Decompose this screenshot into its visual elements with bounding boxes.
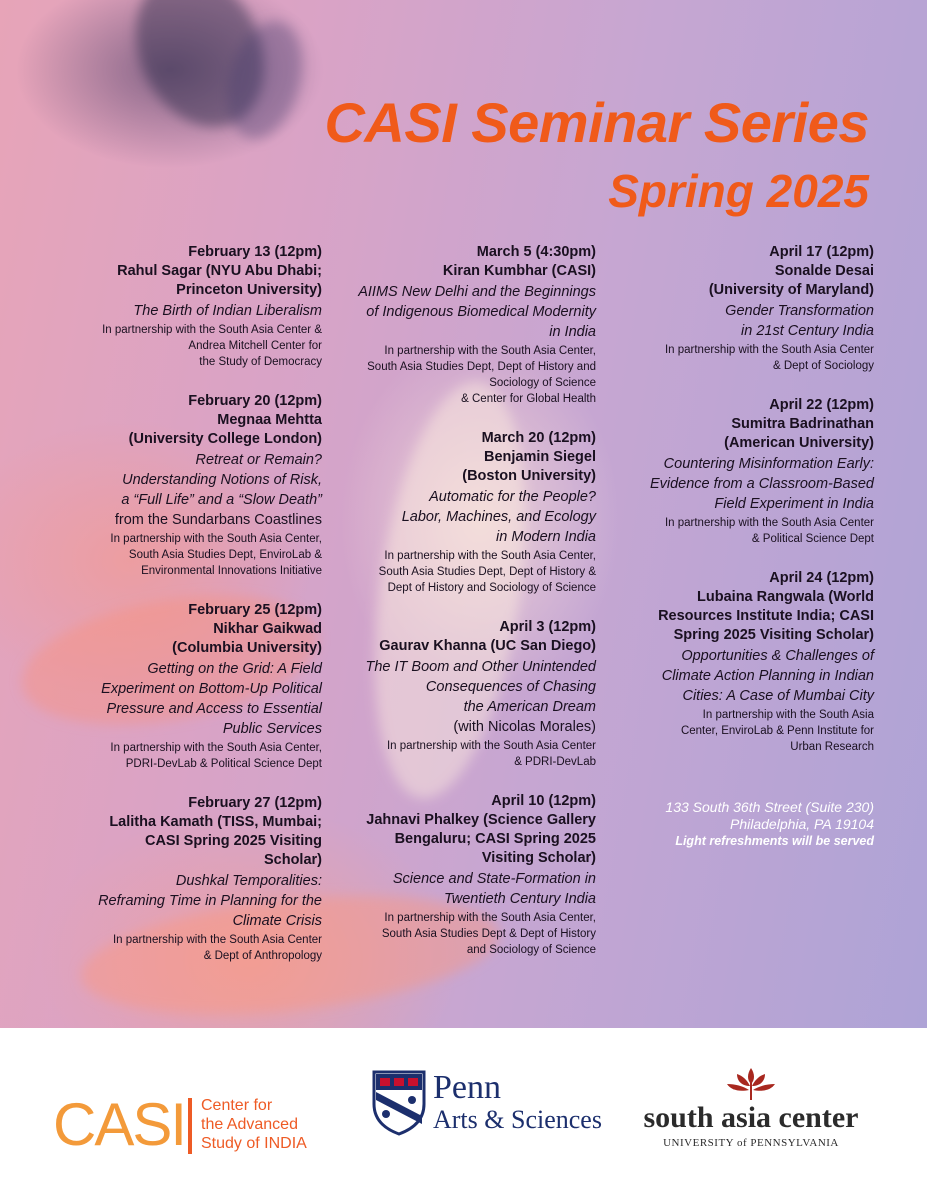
event-speaker: Rahul Sagar (NYU Abu Dhabi; bbox=[117, 263, 322, 279]
event-partner-line: In partnership with the South Asia Center, bbox=[384, 912, 596, 924]
event-title-line: Getting on the Grid: A Field bbox=[147, 661, 322, 677]
event-partners bbox=[62, 322, 322, 370]
page-subtitle: Spring 2025 bbox=[608, 165, 869, 217]
event-partners bbox=[336, 910, 596, 958]
event-partners bbox=[612, 707, 874, 755]
penn-shield-icon bbox=[372, 1070, 426, 1136]
event-partner-line: Environmental Innovations Initiative bbox=[141, 565, 322, 577]
event-speaker: Megnaa Mehtta bbox=[217, 412, 322, 428]
page-title: CASI Seminar Series bbox=[324, 91, 869, 154]
event-title bbox=[62, 301, 322, 321]
event-item bbox=[336, 792, 596, 958]
event-date: February 20 (12pm) bbox=[188, 393, 322, 409]
event-title-line: Public Services bbox=[222, 721, 322, 737]
event-partner-line: In partnership with the South Asia Center bbox=[664, 344, 874, 356]
event-title-line: Gender Transformation bbox=[725, 303, 874, 319]
event-title-line: Twentieth Century India bbox=[443, 891, 596, 907]
event-partner-line: Urban Research bbox=[790, 741, 874, 753]
event-title-line: The Birth of Indian Liberalism bbox=[133, 303, 322, 319]
event-item bbox=[336, 618, 596, 770]
event-partners bbox=[612, 342, 874, 374]
event-partners bbox=[336, 738, 596, 770]
event-title-line: Field Experiment in India bbox=[714, 496, 874, 512]
event-date: April 24 (12pm) bbox=[769, 570, 874, 586]
event-speaker: Sumitra Badrinathan bbox=[731, 416, 874, 432]
event-speaker: Gaurav Khanna (UC San Diego) bbox=[379, 638, 596, 654]
event-speaker: Lalitha Kamath (TISS, Mumbai; bbox=[109, 814, 322, 830]
event-speaker: Jahnavi Phalkey (Science Gallery bbox=[366, 812, 596, 828]
event-partners bbox=[62, 531, 322, 579]
event-title-line: Climate Action Planning in Indian bbox=[661, 668, 874, 684]
event-date: April 10 (12pm) bbox=[491, 793, 596, 809]
event-title bbox=[612, 301, 874, 341]
event-column-3 bbox=[612, 243, 874, 850]
event-title-line: in Modern India bbox=[496, 529, 596, 545]
event-date: February 27 (12pm) bbox=[188, 795, 322, 811]
event-speaker: Resources Institute India; CASI bbox=[658, 608, 874, 624]
event-item bbox=[612, 243, 874, 374]
casi-logo-name: Center for the Advanced Study of INDIA bbox=[201, 1097, 307, 1152]
event-partner-line: Dept of History and Sociology of Science bbox=[387, 582, 596, 594]
event-title-line: in India bbox=[549, 324, 596, 340]
event-item bbox=[62, 601, 322, 772]
event-title-line: Evidence from a Classroom-Based bbox=[649, 476, 874, 492]
event-partners bbox=[336, 548, 596, 596]
event-title-line: Dushkal Temporalities: bbox=[175, 873, 322, 889]
event-title-line: Experiment on Bottom-Up Political bbox=[101, 681, 322, 697]
event-date: April 17 (12pm) bbox=[769, 244, 874, 260]
event-column-1 bbox=[62, 243, 322, 986]
sac-logo-name: south asia center bbox=[643, 1101, 859, 1134]
event-title bbox=[62, 871, 322, 931]
event-title-line: in 21st Century India bbox=[741, 323, 874, 339]
event-title bbox=[612, 454, 874, 514]
event-title-line: Consequences of Chasing bbox=[425, 679, 596, 695]
event-speaker: Bengaluru; CASI Spring 2025 bbox=[394, 831, 596, 847]
event-partner-line: PDRI-DevLab & Political Science Dept bbox=[125, 758, 322, 770]
event-speaker: Visiting Scholar) bbox=[481, 850, 596, 866]
event-column-2 bbox=[336, 243, 596, 980]
event-date: March 20 (12pm) bbox=[481, 430, 596, 446]
event-partner-line: South Asia Studies Dept, Dept of History & bbox=[378, 566, 596, 578]
event-partner-line: In partnership with the South Asia Center bbox=[664, 517, 874, 529]
event-item bbox=[62, 243, 322, 370]
event-partner-line: Sociology of Science bbox=[489, 377, 596, 389]
event-partners bbox=[336, 343, 596, 407]
event-title bbox=[336, 282, 596, 342]
event-speaker: Princeton University) bbox=[176, 282, 322, 298]
event-date: March 5 (4:30pm) bbox=[476, 244, 596, 260]
event-subtitle: from the Sundarbans Coastlines bbox=[114, 512, 322, 528]
event-partners bbox=[62, 932, 322, 964]
event-speaker: (Boston University) bbox=[462, 468, 596, 484]
event-speaker: Scholar) bbox=[263, 852, 322, 868]
event-speaker: Spring 2025 Visiting Scholar) bbox=[673, 627, 874, 643]
south-asia-center-logo bbox=[625, 1066, 877, 1162]
event-partner-line: & Center for Global Health bbox=[461, 393, 596, 405]
event-item bbox=[336, 243, 596, 407]
event-partner-line: South Asia Studies Dept & Dept of History bbox=[381, 928, 596, 940]
event-title-line: Science and State-Formation in bbox=[392, 871, 596, 887]
event-partner-line: & Political Science Dept bbox=[751, 533, 874, 545]
event-item bbox=[62, 392, 322, 579]
venue-city: Philadelphia, PA 19104 bbox=[730, 816, 874, 832]
event-partner-line: In partnership with the South Asia Center, bbox=[384, 345, 596, 357]
event-title-line: AIIMS New Delhi and the Beginnings bbox=[358, 284, 596, 300]
event-partner-line: Center, EnviroLab & Penn Institute for bbox=[680, 725, 874, 737]
event-speaker: CASI Spring 2025 Visiting bbox=[144, 833, 322, 849]
event-title-line: Automatic for the People? bbox=[429, 489, 596, 505]
event-title-line: Understanding Notions of Risk, bbox=[122, 472, 322, 488]
event-partner-line: In partnership with the South Asia Center bbox=[386, 740, 596, 752]
event-date: February 13 (12pm) bbox=[188, 244, 322, 260]
event-title-line: Countering Misinformation Early: bbox=[663, 456, 874, 472]
event-partner-line: In partnership with the South Asia Center & bbox=[102, 324, 322, 336]
event-title-line: Climate Crisis bbox=[232, 913, 322, 929]
event-item bbox=[62, 794, 322, 964]
venue-note: Light refreshments will be served bbox=[675, 834, 874, 848]
event-speaker: (American University) bbox=[724, 435, 874, 451]
event-partner-line: & Dept of Anthropology bbox=[203, 950, 322, 962]
event-title-line: the American Dream bbox=[463, 699, 596, 715]
event-speaker: (University College London) bbox=[128, 431, 322, 447]
event-date: April 3 (12pm) bbox=[499, 619, 596, 635]
casi-logo-divider bbox=[188, 1098, 192, 1154]
sponsor-footer bbox=[0, 1028, 927, 1200]
event-partner-line: & Dept of Sociology bbox=[772, 360, 874, 372]
event-speaker: Sonalde Desai bbox=[774, 263, 874, 279]
event-date: February 25 (12pm) bbox=[188, 602, 322, 618]
event-title bbox=[336, 869, 596, 909]
leaf-icon bbox=[723, 1066, 779, 1100]
event-partners bbox=[62, 740, 322, 772]
event-title bbox=[336, 657, 596, 717]
event-item bbox=[612, 569, 874, 755]
venue-address: 133 South 36th Street (Suite 230) bbox=[665, 799, 874, 815]
event-title bbox=[612, 646, 874, 706]
event-speaker: (University of Maryland) bbox=[708, 282, 874, 298]
event-partner-line: In partnership with the South Asia Center bbox=[112, 934, 322, 946]
event-title-line: a “Full Life” and a “Slow Death” bbox=[121, 492, 322, 508]
event-subtitle: (with Nicolas Morales) bbox=[453, 719, 596, 735]
event-partners bbox=[612, 515, 874, 547]
event-item bbox=[336, 429, 596, 596]
penn-logo-name: Penn bbox=[433, 1069, 501, 1106]
event-speaker: (Columbia University) bbox=[172, 640, 322, 656]
venue-info bbox=[612, 799, 874, 850]
event-speaker: Lubaina Rangwala (World bbox=[697, 589, 874, 605]
event-partner-line: In partnership with the South Asia Center, bbox=[384, 550, 596, 562]
sac-logo-university: UNIVERSITY of PENNSYLVANIA bbox=[663, 1137, 839, 1149]
event-speaker: Benjamin Siegel bbox=[483, 449, 596, 465]
event-title-line: Cities: A Case of Mumbai City bbox=[682, 688, 874, 704]
event-partner-line: South Asia Studies Dept, EnviroLab & bbox=[128, 549, 322, 561]
event-title-line: Pressure and Access to Essential bbox=[106, 701, 322, 717]
penn-logo-subtitle: Arts & Sciences bbox=[433, 1105, 602, 1134]
event-title bbox=[62, 659, 322, 739]
event-partner-line: Andrea Mitchell Center for bbox=[188, 340, 322, 352]
event-title-line: Opportunities & Challenges of bbox=[681, 648, 874, 664]
event-partner-line: & PDRI-DevLab bbox=[514, 756, 596, 768]
event-title-line: The IT Boom and Other Unintended bbox=[365, 659, 596, 675]
event-partner-line: In partnership with the South Asia Center, bbox=[110, 533, 322, 545]
event-speaker: Kiran Kumbhar (CASI) bbox=[442, 263, 596, 279]
event-title bbox=[62, 450, 322, 510]
event-date: April 22 (12pm) bbox=[769, 397, 874, 413]
event-title-line: Reframing Time in Planning for the bbox=[98, 893, 322, 909]
event-partner-line: In partnership with the South Asia Center, bbox=[110, 742, 322, 754]
event-item bbox=[612, 396, 874, 547]
event-title-line: Labor, Machines, and Ecology bbox=[401, 509, 596, 525]
penn-arts-sciences-logo bbox=[372, 1070, 612, 1150]
event-partner-line: the Study of Democracy bbox=[199, 356, 322, 368]
event-title bbox=[336, 487, 596, 547]
casi-logo-acronym: CASI bbox=[53, 1091, 186, 1158]
event-title-line: Retreat or Remain? bbox=[195, 452, 322, 468]
event-title-line: of Indigenous Biomedical Modernity bbox=[366, 304, 596, 320]
event-speaker: Nikhar Gaikwad bbox=[213, 621, 322, 637]
event-partner-line: and Sociology of Science bbox=[466, 944, 596, 956]
event-list bbox=[612, 243, 874, 755]
event-partner-line: South Asia Studies Dept, Dept of History and bbox=[367, 361, 596, 373]
event-partner-line: In partnership with the South Asia bbox=[702, 709, 874, 721]
